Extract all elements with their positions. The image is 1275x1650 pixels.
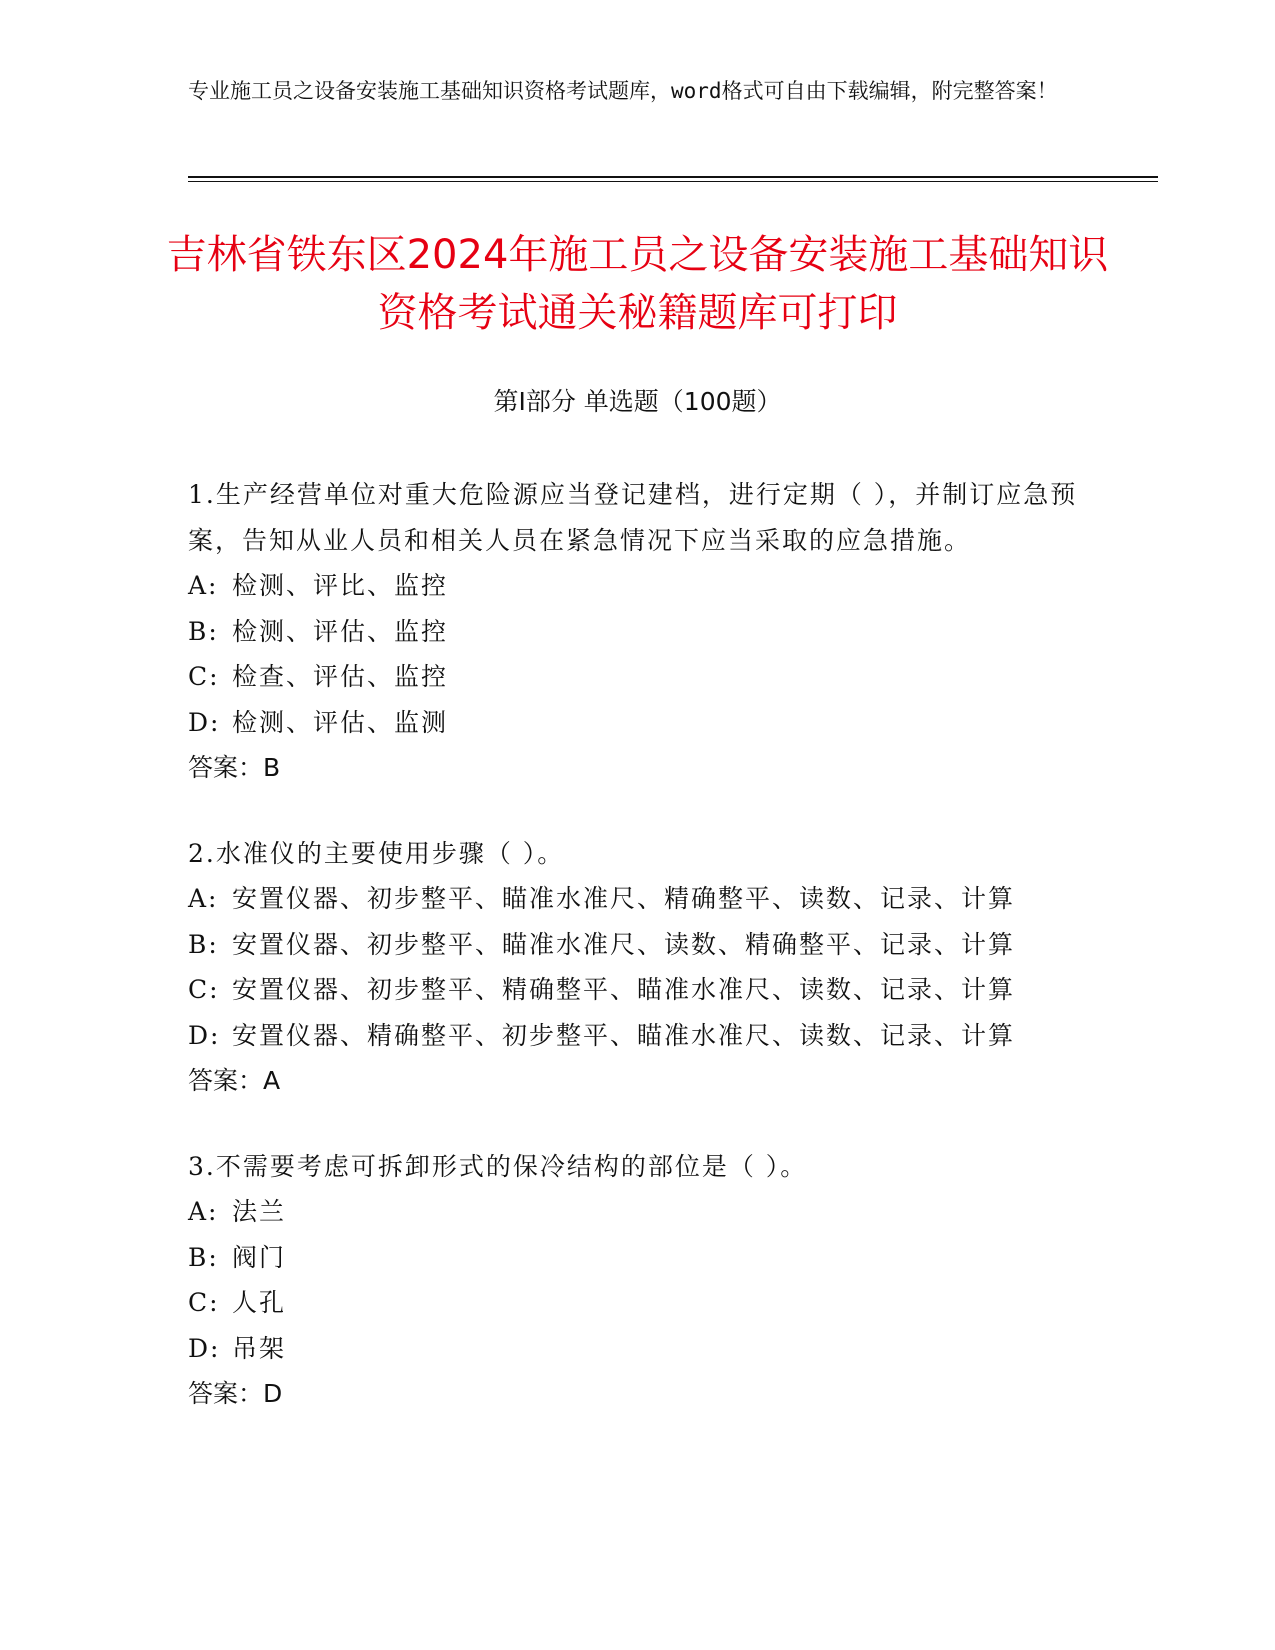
question-2	[188, 831, 1088, 1104]
answer-line: 答案：D	[188, 1379, 283, 1408]
option-letter: A:	[188, 1197, 219, 1226]
option-b	[188, 609, 1088, 655]
option-d	[188, 700, 1088, 746]
option-c	[188, 654, 1088, 700]
option-a	[188, 1189, 1088, 1235]
option-text: 安置仪器、初步整平、精确整平、瞄准水准尺、读数、记录、计算	[232, 975, 1016, 1004]
option-text: 检测、评比、监控	[232, 571, 449, 600]
option-text: 法兰	[232, 1197, 287, 1226]
option-b	[188, 1235, 1088, 1281]
option-letter: D:	[188, 707, 221, 737]
option-text: 人孔	[232, 1288, 287, 1317]
option-letter: C:	[188, 662, 220, 691]
option-letter: D:	[188, 1020, 221, 1050]
answer-line: 答案：A	[188, 1066, 281, 1095]
option-d	[188, 1326, 1088, 1372]
option-a	[188, 563, 1088, 609]
option-text: 检查、评估、监控	[232, 662, 449, 691]
option-text: 检测、评估、监控	[232, 616, 449, 646]
option-text: 吊架	[232, 1333, 287, 1363]
option-letter: C:	[188, 975, 220, 1004]
option-text: 安置仪器、精确整平、初步整平、瞄准水准尺、读数、记录、计算	[232, 1020, 1016, 1050]
option-a	[188, 876, 1088, 922]
option-c	[188, 967, 1088, 1013]
option-letter: A:	[188, 884, 219, 913]
option-letter: B:	[188, 616, 219, 646]
question-list	[188, 472, 1088, 1457]
header-divider-thick	[188, 176, 1158, 178]
answer-line: 答案：B	[188, 753, 281, 782]
header-divider-thin	[188, 181, 1158, 182]
option-text: 安置仪器、初步整平、瞄准水准尺、读数、精确整平、记录、计算	[232, 929, 1016, 959]
section-title: 第Ⅰ部分 单选题（100题）	[493, 387, 782, 416]
question-3	[188, 1144, 1088, 1417]
question-text: 1.生产经营单位对重大危险源应当登记建档，进行定期（ ），并制订应急预案，告知从业人员和相关人员在紧急情况下应当采取的应急措施。	[188, 480, 1078, 555]
option-letter: B:	[188, 929, 219, 959]
option-b	[188, 922, 1088, 968]
option-letter: B:	[188, 1242, 219, 1272]
option-d	[188, 1013, 1088, 1059]
option-letter: A:	[188, 571, 219, 600]
question-1	[188, 472, 1088, 791]
option-text: 阀门	[232, 1242, 287, 1272]
option-letter: D:	[188, 1333, 221, 1363]
option-text: 安置仪器、初步整平、瞄准水准尺、精确整平、读数、记录、计算	[232, 884, 1016, 913]
question-text: 2.水准仪的主要使用步骤（ ）。	[188, 838, 565, 868]
header-note: 专业施工员之设备安装施工基础知识资格考试题库，word格式可自由下载编辑，附完整答案！	[188, 79, 1058, 103]
option-letter: C:	[188, 1288, 220, 1317]
question-text: 3.不需要考虑可拆卸形式的保冷结构的部位是（ ）。	[188, 1151, 808, 1181]
option-c	[188, 1280, 1088, 1326]
document-title: 吉林省铁东区2024年施工员之设备安装施工基础知识资格考试通关秘籍题库可打印	[166, 232, 1109, 336]
option-text: 检测、评估、监测	[232, 707, 449, 737]
